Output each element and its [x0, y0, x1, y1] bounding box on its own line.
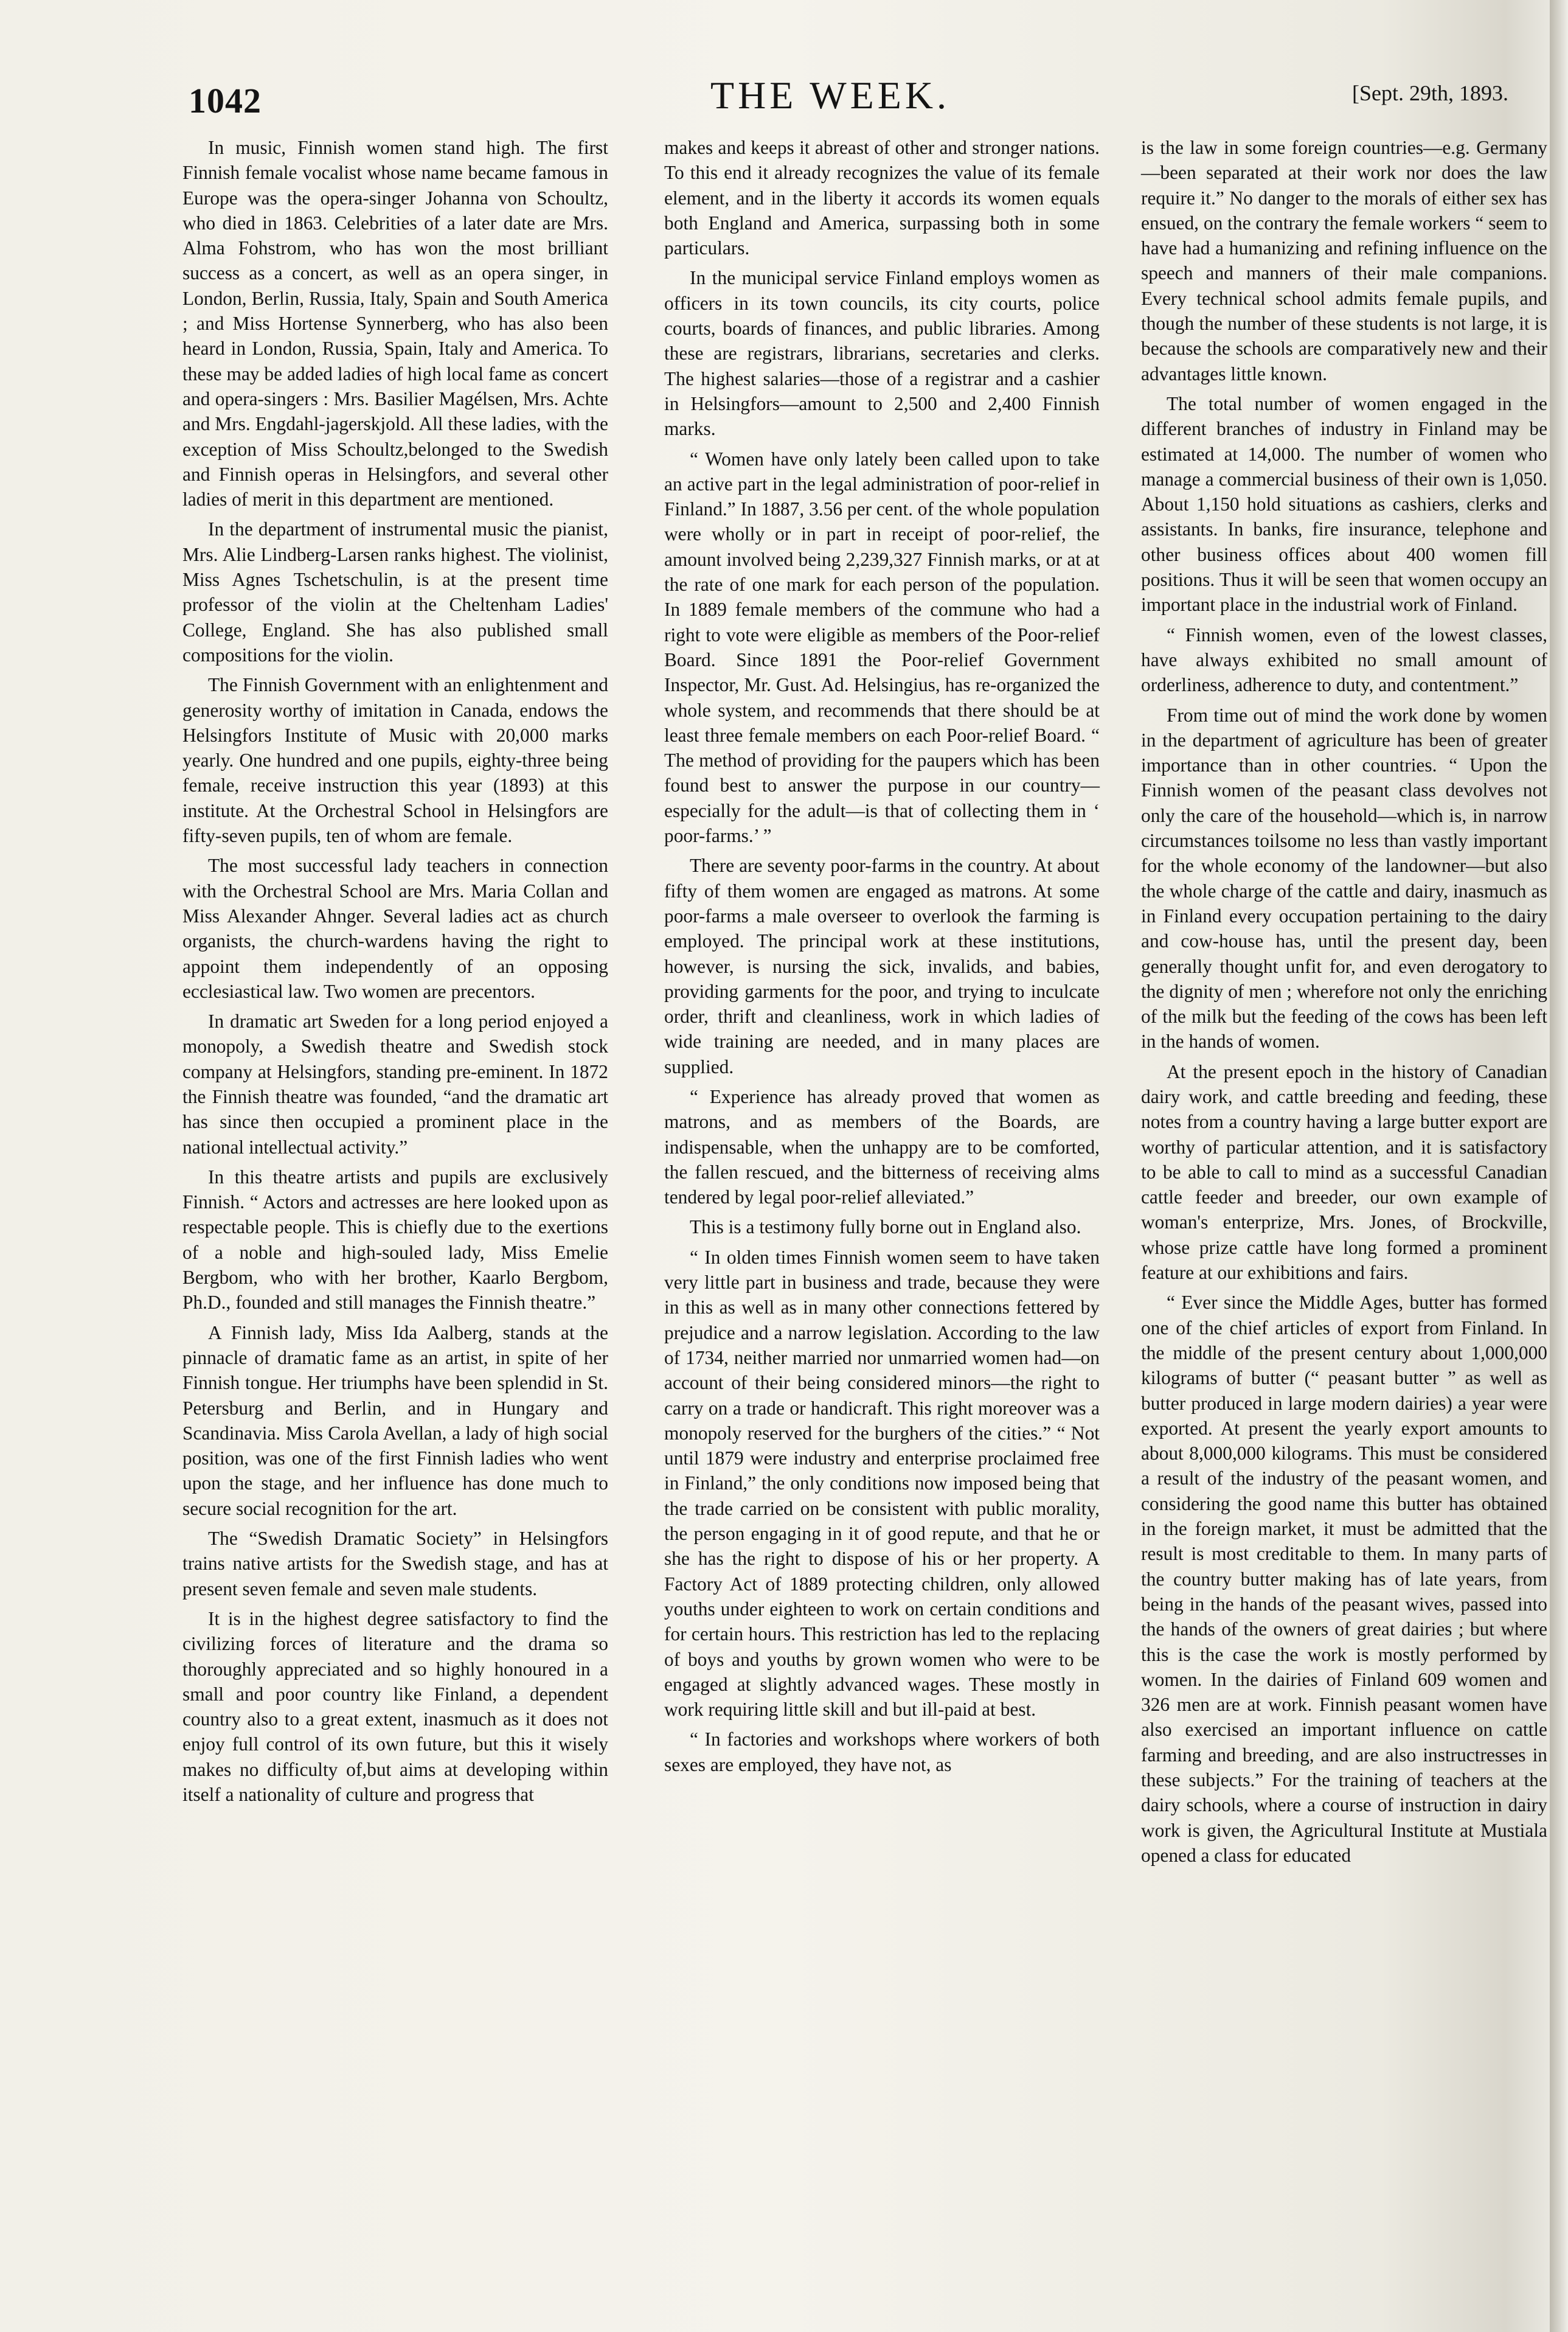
paragraph: In this theatre artists and pupils are exclusively Finnish. “ Actors and actresses are here looked upon as respectable people. This is chiefly due to the exertions of a noble and high-souled lady, Miss Emelie Bergbom, who with her brother, Kaarlo Bergbom, Ph.D., founded and still manages the Finnish theatre.” [182, 1166, 608, 1314]
running-title: THE WEEK. [710, 74, 951, 117]
paragraph: In the municipal service Finland employs women as officers in its town councils, its city courts, police courts, boards of finances, and public libraries. Among these are registrars, librarians, secretaries and clerks. The highest salaries—those of a registrar and a cashier in Helsingfors—amount to 2,500 and 2,400 Finnish marks. [664, 267, 1100, 440]
paragraph: In dramatic art Sweden for a long period enjoyed a monopoly, a Swedish theatre and Swedish stock company at Helsingfors, standing pre-eminent. In 1872 the Finnish theatre was founded, “and the dramatic art has since then occupied a prominent place in the national intellectual activity.” [182, 1011, 608, 1158]
paragraph: In music, Finnish women stand high. The first Finnish female vocalist whose name became famous in Europe was the opera-singer Johanna von Schoultz, who died in 1863. Celebrities of a later date are Mrs. Alma Fohstrom, who has won the most brilliant success as a concert, as well as an opera singer, in London, Berlin, Russia, Italy, Spain and South America ; and Miss Hortense Synnerberg, who has also been heard in London, Russia, Spain, Italy and America. To these may be added ladies of high local fame as concert and opera-singers : Mrs. Basilier Magélsen, Mrs. Achte and Mrs. Engdahl-jagerskjold. All these ladies, with the exception of Miss Schoultz,belonged to the Swedish and Finnish operas in Helsingfors, and several other ladies of merit in this department are mentioned. [182, 137, 608, 510]
text-column-3 [1141, 135, 1547, 1873]
paragraph-continued: makes and keeps it abreast of other and stronger nations. To this end it already recognizes the value of its female element, and in the liberty it accords its women equals both England and America, surpassing both in some particulars. [664, 137, 1100, 259]
page-binding-shadow [1550, 0, 1568, 2332]
page-number: 1042 [189, 81, 262, 120]
paragraph: From time out of mind the work done by women in the department of agriculture has been of greater importance than in other countries. “ Upon the Finnish women of the peasant class devolves not only the care of the household—which is, in narrow circumstances toilsome no less than vastly important for the whole economy of the landowner—but also the whole charge of the cattle and dairy, inasmuch as in Finland every occupation pertaining to the dairy and cow-house has, until the present day, been generally thought unfit for, and even derogatory to the dignity of men ; wherefore not only the enriching of the milk but the feeding of the cows has been left in the hands of women. [1141, 704, 1547, 1053]
paragraph: At the present epoch in the history of Canadian dairy work, and cattle breeding and feeding, these notes from a country having a large butter export are worthy of particular attention, and it is satisfactory to be able to call to mind as a successful Canadian cattle feeder and breeder, our own example of woman's enterprize, Mrs. Jones, of Brockville, whose prize cattle have long formed a prominent feature at our exhibitions and fairs. [1141, 1060, 1547, 1284]
paragraph: “ Finnish women, even of the lowest classes, have always exhibited no small amount of orderliness, adherence to duty, and contentment.” [1141, 624, 1547, 696]
paragraph: The Finnish Government with an enlightenment and generosity worthy of imitation in Canada, endows the Helsingfors Institute of Music with 20,000 marks yearly. One hundred and one pupils, eighty-three being female, receive instruction this year (1893) at this institute. At the Orchestral School in Helsingfors are fifty-seven pupils, ten of whom are female. [182, 674, 608, 847]
paragraph: A Finnish lady, Miss Ida Aalberg, stands at the pinnacle of dramatic fame as an artist, in spite of her Finnish tongue. Her triumphs have been splendid in St. Petersburg and Berlin, and in Hungary and Scandinavia. Miss Carola Avellan, a lady of high social position, was one of the first Finnish ladies who went upon the stage, and her influence has done much to secure social recognition for the art. [182, 1321, 608, 1519]
paragraph: The total number of women engaged in the different branches of industry in Finland may be estimated at 14,000. The number of women who manage a commercial business of their own is 1,050. About 1,150 hold situations as cashiers, clerks and assistants. In banks, fire insurance, telephone and other business offices about 400 women fill positions. Thus it will be seen that women occupy an important place in the industrial work of Finland. [1141, 392, 1547, 616]
paragraph: There are seventy poor-farms in the country. At about fifty of them women are engaged as matrons. At some poor-farms a male overseer to overlook the farming is employed. The principal work at these institutions, however, is nursing the sick, invalids, and babies, providing garments for the poor, and trying to inculcate order, thrift and cleanliness, work in which ladies of wide training are needed, and in many places are supplied. [664, 855, 1100, 1077]
text-column-1 [182, 135, 608, 1812]
page-header [152, 73, 1508, 128]
paragraph: It is in the highest degree satisfactory to find the civilizing forces of literature and the drama so thoroughly appreciated and so highly honoured in a small and poor country like Finland, a dependent country also to a great extent, inasmuch as it does not enjoy full control of its own future, but this it wisely makes no difficulty of,but aims at developing within itself a nationality of culture and progress that [182, 1607, 608, 1805]
paragraph: “ Women have only lately been called upon to take an active part in the legal administration of poor-relief in Finland.” In 1887, 3.56 per cent. of the whole population were wholly or in part in receipt of poor-relief, the amount involved being 2,239,327 Finnish marks, or at at the rate of one mark for each person of the population. In 1889 female members of the commune who had a right to vote were eligible as members of the Poor-relief Board. Since 1891 the Poor-relief Government Inspector, Mr. Gust. Ad. Helsingius, has re-organized the whole system, and recommends that there should be at least three female members on each Poor-relief Board. “ The method of providing for the paupers which has been found best to answer the purpose in our country—especially for the adult—is that of collecting them in ‘ poor-farms.’ ” [664, 448, 1100, 847]
paragraph-continued: is the law in some foreign countries—e.g. Germany—been separated at their work nor does the law require it.” No danger to the morals of either sex has ensued, on the contrary the female workers “ seem to have had a humanizing and refining influence on the speech and manners of their male companions. Every technical school admits female pupils, and though the number of these students is not large, it is because the schools are comparatively new and their advantages little known. [1141, 137, 1547, 385]
paragraph: This is a testimony fully borne out in England also. [690, 1216, 1081, 1238]
text-column-2 [664, 135, 1100, 1782]
paragraph: In the department of instrumental music the pianist, Mrs. Alie Lindberg-Larsen ranks highest. The violinist, Miss Agnes Tschetschulin, is at the present time professor of the violin at the Cheltenham Ladies' College, England. She has also published small compositions for the violin. [182, 518, 608, 666]
issue-date: [Sept. 29th, 1893. [1352, 81, 1508, 105]
paragraph: “ Ever since the Middle Ages, butter has formed one of the chief articles of export from Finland. In the middle of the present century about 1,000,000 kilograms of butter (“ peasant butter ” as well as butter produced in large modern dairies) a year were exported. At present the yearly export amounts to about 8,000,000 kilograms. This must be considered a result of the industry of the peasant women, and considering the good name this butter has obtained in the foreign market, it must be admitted that the result is most creditable to them. In many parts of the country butter making has of late years, from being in the hands of the peasant wives, passed into the hands of the owners of great dairies ; but where this is the case the work is mostly performed by women. In the dairies of Finland 609 women and 326 men are at work. Finnish peasant women have also exercised an important influence on cattle farming and breeding, and are also instructresses in these subjects.” For the training of teachers at the dairy schools, where a course of instruction in dairy work is given, the Agricultural Institute at Mustiala opened a class for educated [1141, 1292, 1547, 1866]
paragraph: The most successful lady teachers in connection with the Orchestral School are Mrs. Maria Collan and Miss Alexander Ahnger. Several ladies act as church organists, the church-wardens having the right to appoint them independently of an opposing ecclesiastical law. Two women are precentors. [182, 855, 608, 1002]
paragraph: “ In factories and workshops where workers of both sexes are employed, they have not, as [664, 1728, 1100, 1775]
paragraph: “ Experience has already proved that women as matrons, and as members of the Boards, are indispensable, when the unhappy are to be comforted, the fallen rescued, and the bitterness of receiving alms tendered by legal poor-relief alleviated.” [664, 1085, 1100, 1208]
paragraph: “ In olden times Finnish women seem to have taken very little part in business and trade, because they were in this as well as in many other connections fettered by prejudice and a narrow legislation. According to the law of 1734, neither married nor unmarried women had—on account of their being considered minors—the right to carry on a trade or handicraft. This right moreover was a monopoly reserved for the burghers of the cities.” “ Not until 1879 were industry and enterprise proclaimed free in Finland,” the only conditions now imposed being that the trade carried on be consistent with public morality, the person engaging in it of good repute, and that he or she has the right to dispose of his or her property. A Factory Act of 1889 protecting children, only allowed youths under eighteen to work on certain conditions and for certain hours. This restriction has led to the replacing of boys and youths by grown women who were to be engaged at slightly advanced wages. These mostly in work requiring little skill and but ill-paid at best. [664, 1246, 1100, 1721]
paragraph: The “Swedish Dramatic Society” in Helsingfors trains native artists for the Swedish stage, and has at present seven female and seven male students. [182, 1528, 608, 1599]
